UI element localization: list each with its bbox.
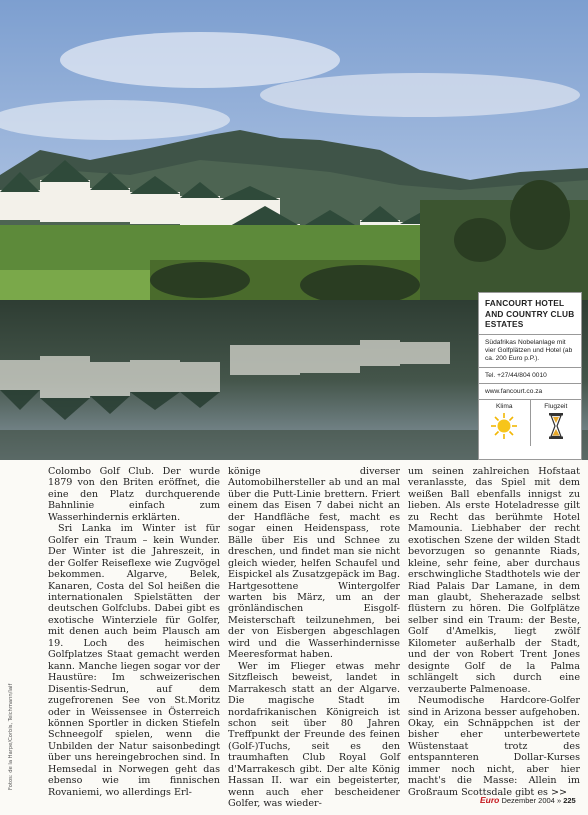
- magazine-logo: Euro: [480, 795, 500, 805]
- flugzeit-cell: [530, 400, 582, 446]
- issue-date: Dezember 2004: [501, 796, 555, 805]
- sun-icon: [490, 412, 518, 440]
- photo-credit: Fotos: de la Harpe/Corbis, Teichmann/laif: [8, 683, 14, 790]
- hourglass-icon: [548, 412, 564, 440]
- paragraph: Neumodische Hardcore-Golfer sind in Arizona besser aufgehoben. Okay, ein Schnäppchen ist der bisher eher unterbewertete Wüstenstaat trotz des entspannteren Dollar-Kurses immer noch nicht, aber hier macht's die Masse: Allein im Großraum Scottsdale gibt es >>: [408, 695, 580, 798]
- hotel-info-box: [478, 292, 582, 460]
- info-box-website: www.fancourt.co.za: [479, 384, 581, 400]
- text-column-2: [228, 466, 400, 810]
- paragraph: Sri Lanka im Winter ist für Golfer ein Traum – kein Wunder. Der Winter ist die Jahreszeit, in der Golfer Reiseflexe wie Zugvögel bekommen. Algarve, Belek, Kanaren, Costa del Sol heißen die internationalen Spielstätten der deutschen Golfclubs. Dabei gibt es exotische Winterziele für Golfer, mit denen auch beim Plausch am 19. Loch des heimischen Golfplatzes Staat gemacht werden kann. Manche liegen sogar vor der Haustüre: Im schweizerischen Disentis-Sedrun, auf dem zugefrorenen See von St.Moritz oder in Weissensee in Österreich können Sportler in dicken Stiefeln Schneegolf spielen, wenn die Unbilden der Natur saisonbedingt über uns hereingebrochen sind. In Hemsedal in Norwegen geht das ebenso wie im finnischen Rovaniemi, wo allerdings Erl-: [48, 523, 220, 798]
- text-column-1: [48, 466, 220, 798]
- page-footer: [480, 795, 576, 805]
- info-box-title: FANCOURT HOTEL AND COUNTRY CLUB ESTATES: [479, 293, 581, 335]
- paragraph: um seinen zahlreichen Hofstaat veranlasste, das Spiel mit dem weißen Ball ebenfalls innigst zu lieben. Als erste Hoteladresse gilt zu Recht das berühmte Hotel Mamounia. Liebhaber der recht exotischen Szene der wilden Stadt bevorzugen so genannte Riads, kleine, sehr feine, aber durchaus erschwingliche Stadthotels wie der Riad Palais Dar Lamane, in dem man glaubt, Sheherazade selbst flüstern zu hören. Die Golfplätze selber sind ein Traum: der Beste, Golf d'Amelkis, liegt zwölf Kilometer außerhalb der Stadt, und der von Robert Trent Jones designte Golf de la Palma schlängelt sich durch eine verzauberte Palmenoase.: [408, 466, 580, 695]
- footer-separator: »: [556, 796, 562, 805]
- text-column-3: [408, 466, 580, 798]
- paragraph: könige diverser Automobilhersteller ab und an mal über die Putt-Linie brettern. Friert einem das Eisen 7 dabei nicht an der Handfläche fest, macht es sogar einen Heidenspass, rote Bälle über Eis und Schnee zu dreschen, und findet man sie nicht gleich wieder, helfen Schaufel und Eispickel als Zusatzgepäck im Bag. Hartgesottene Wintergolfer warten bis März, um an der grönländischen Eisgolf-Meisterschaft teilzunehmen, bei der von Eisbergen abgeschlagen wird und die Wasserhindernisse Meeresformat haben.: [228, 466, 400, 661]
- info-box-telephone: Tel. +27/44/804 0010: [479, 368, 581, 384]
- klima-cell: [479, 400, 530, 446]
- info-box-icons: [479, 400, 581, 446]
- klima-label: Klima: [496, 403, 513, 411]
- page-number: 225: [563, 796, 576, 805]
- info-box-description: Südafrikas Nobelanlage mit vier Golfplätzen und Hotel (ab ca. 200 Euro p.P.).: [479, 335, 581, 369]
- paragraph: Wer im Flieger etwas mehr Sitzfleisch beweist, landet in Marrakesch statt an der Algarve. Die magische Stadt im nordafrikanischen Königreich ist schon seit über 80 Jahren Treffpunkt der Freunde des feinen (Golf-)Tuchs, seit es den traumhaften Club Royal Golf d'Marrakesch gibt. Der alte König Hassan II. war ein begeisterter, wenn auch eher bescheidener Golfer, was wieder-: [228, 660, 400, 810]
- flugzeit-label: Flugzeit: [544, 403, 568, 411]
- paragraph: Colombo Golf Club. Der wurde 1879 von den Briten eröffnet, die eine den Platz durchquerende Bahnlinie einfach zum Wasserhindernis erklärten.: [48, 466, 220, 523]
